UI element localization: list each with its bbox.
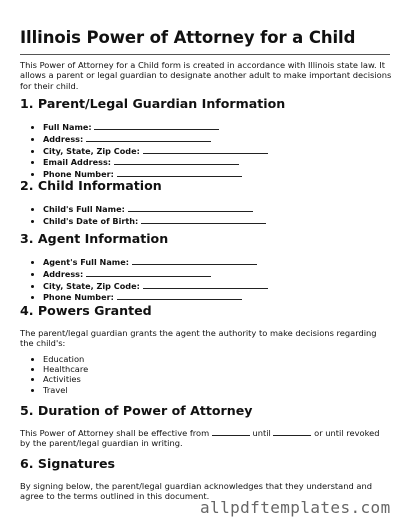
- power-item-education: • Education: [43, 354, 88, 364]
- parent-email-field[interactable]: [43, 156, 268, 168]
- site-watermark: allpdftemplates.com: [200, 498, 391, 517]
- full-name-blank[interactable]: [94, 121, 219, 130]
- child-dob-field[interactable]: [43, 215, 266, 227]
- effective-from-blank[interactable]: [212, 428, 250, 436]
- signatures-paragraph: By signing below, the parent/legal guardian acknowledges that they understand and agree to the terms outlined in this document.: [20, 481, 373, 502]
- duration-paragraph: [20, 428, 390, 449]
- agent-full-name-field[interactable]: [43, 256, 268, 268]
- field-label: Child's Full Name:: [43, 204, 125, 214]
- parent-address-field[interactable]: [43, 133, 268, 145]
- agent-phone-blank[interactable]: [117, 291, 242, 300]
- field-label: City, State, Zip Code:: [43, 280, 140, 291]
- parent-fields-list: [30, 121, 268, 180]
- power-item-travel: • Travel: [43, 385, 88, 395]
- child-name-blank[interactable]: [128, 203, 253, 212]
- field-label: City, State, Zip Code:: [43, 145, 140, 156]
- powers-list: [30, 354, 88, 395]
- power-item-healthcare: • Healthcare: [43, 364, 88, 374]
- section-heading-signatures: 6. Signatures: [20, 456, 116, 471]
- section-heading-child: 2. Child Information: [20, 178, 162, 193]
- duration-text-middle: until: [252, 428, 271, 438]
- field-label: Full Name:: [43, 122, 92, 132]
- intro-paragraph: This Power of Attorney for a Child form is created in accordance with Illinois state law. It allows a parent or legal guardian to designate another adult to make important decisions for their child.: [20, 60, 392, 91]
- section-heading-parent: 1. Parent/Legal Guardian Information: [20, 96, 286, 111]
- phone-blank[interactable]: [117, 168, 242, 177]
- page-title: Illinois Power of Attorney for a Child: [20, 28, 356, 47]
- section-heading-duration: 5. Duration of Power of Attorney: [20, 403, 253, 418]
- section-heading-agent: 3. Agent Information: [20, 231, 169, 246]
- power-item-activities: • Activities: [43, 374, 88, 384]
- agent-address-field[interactable]: [43, 268, 268, 280]
- child-dob-blank[interactable]: [141, 215, 266, 224]
- child-full-name-field[interactable]: [43, 203, 266, 215]
- agent-fields-list: [30, 256, 268, 303]
- field-label: Email Address:: [43, 157, 111, 168]
- title-divider: [20, 54, 390, 55]
- agent-phone-field[interactable]: [43, 291, 268, 303]
- field-label: Address:: [43, 268, 84, 279]
- address-blank[interactable]: [86, 133, 211, 142]
- field-label: Address:: [43, 133, 84, 144]
- effective-until-blank[interactable]: [273, 428, 311, 436]
- powers-paragraph: The parent/legal guardian grants the agent the authority to make decisions regarding the child's:: [20, 328, 377, 349]
- agent-city-state-zip-field[interactable]: [43, 280, 268, 292]
- duration-text-after: or until revoked by the parent/legal guardian in writing.: [20, 428, 380, 449]
- email-blank[interactable]: [114, 156, 239, 165]
- agent-city-blank[interactable]: [143, 280, 268, 289]
- duration-text-before: This Power of Attorney shall be effective from: [20, 428, 210, 438]
- child-fields-list: [30, 203, 266, 227]
- city-state-zip-blank[interactable]: [143, 145, 268, 154]
- field-label: Phone Number:: [43, 292, 114, 303]
- agent-address-blank[interactable]: [86, 268, 211, 277]
- field-label: Agent's Full Name:: [43, 257, 129, 267]
- agent-name-blank[interactable]: [132, 256, 257, 265]
- parent-city-state-zip-field[interactable]: [43, 145, 268, 157]
- parent-full-name-field[interactable]: [43, 121, 268, 133]
- field-label: Child's Date of Birth:: [43, 215, 139, 226]
- field-label: Phone Number:: [43, 169, 114, 180]
- section-heading-powers: 4. Powers Granted: [20, 303, 152, 318]
